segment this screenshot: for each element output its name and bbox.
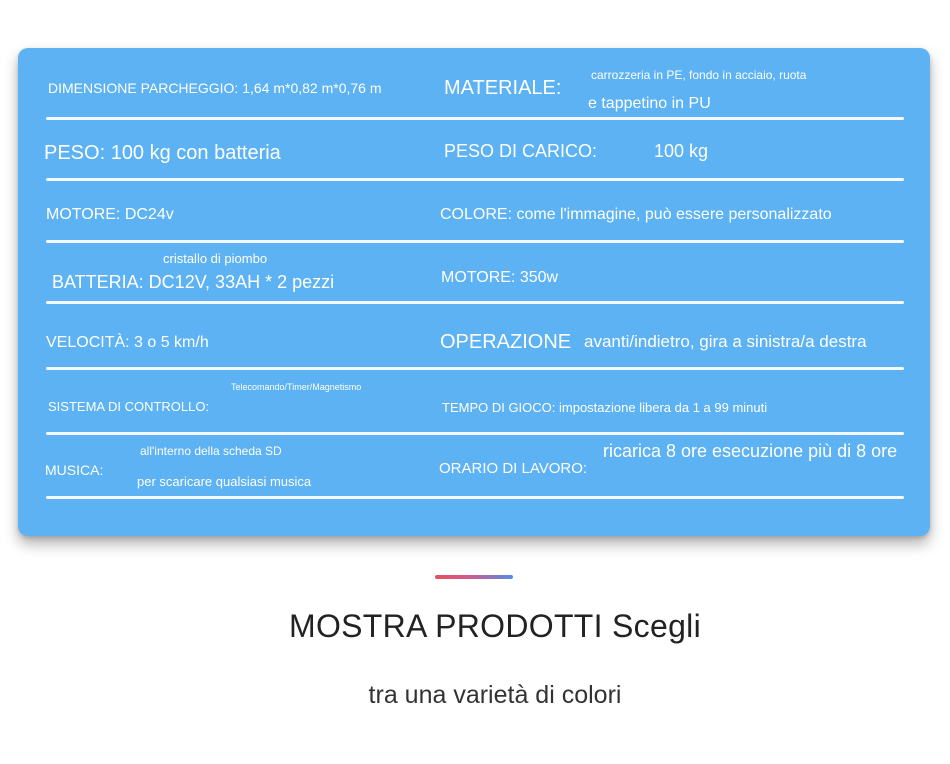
row-divider — [46, 240, 904, 243]
spec-panel — [18, 48, 930, 536]
spec-dimensione: DIMENSIONE PARCHEGGIO: 1,64 m*0,82 m*0,76 m — [48, 80, 382, 96]
spec-musica-label: MUSICA: — [45, 462, 104, 478]
spec-colore: COLORE: come l'immagine, può essere personalizzato — [440, 206, 832, 223]
spec-batteria-note: cristallo di piombo — [163, 251, 268, 266]
spec-velocita: VELOCITÀ: 3 o 5 km/h — [46, 334, 209, 351]
row-divider — [46, 432, 904, 435]
spec-materiale-line1: carrozzeria in PE, fondo in acciaio, ruota — [591, 68, 807, 82]
spec-materiale-line2: e tappetino in PU — [588, 95, 711, 112]
spec-peso: PESO: 100 kg con batteria — [44, 142, 281, 164]
accent-bar — [435, 575, 513, 579]
spec-controllo: SISTEMA DI CONTROLLO: — [48, 399, 210, 414]
spec-operazione-value: avanti/indietro, gira a sinistra/a destra — [584, 332, 867, 351]
spec-orario-label: ORARIO DI LAVORO: — [439, 460, 588, 477]
row-divider — [46, 117, 904, 120]
spec-orario-value: ricarica 8 ore esecuzione più di 8 ore — [603, 441, 898, 461]
row-divider — [46, 178, 904, 181]
spec-controllo-note: Telecomando/Timer/Magnetismo — [231, 382, 362, 392]
spec-peso-carico-value: 100 kg — [654, 141, 709, 161]
spec-materiale-label: MATERIALE: — [444, 77, 562, 99]
spec-peso-carico-label: PESO DI CARICO: — [444, 141, 598, 161]
row-divider — [46, 496, 904, 499]
spec-motore-w: MOTORE: 350w — [441, 269, 559, 286]
row-divider — [46, 301, 904, 304]
spec-batteria: BATTERIA: DC12V, 33AH * 2 pezzi — [52, 272, 335, 292]
showcase-title: MOSTRA PRODOTTI Scegli — [289, 608, 701, 644]
spec-tempo-gioco: TEMPO DI GIOCO: impostazione libera da 1 a 99 minuti — [442, 400, 768, 415]
spec-musica-line1: all'interno della scheda SD — [140, 444, 282, 458]
spec-motore-dc: MOTORE: DC24v — [46, 206, 174, 223]
spec-musica-line2: per scaricare qualsiasi musica — [137, 474, 312, 489]
spec-operazione-label: OPERAZIONE — [440, 331, 572, 353]
row-divider — [46, 367, 904, 370]
showcase-subtitle: tra una varietà di colori — [368, 681, 622, 709]
